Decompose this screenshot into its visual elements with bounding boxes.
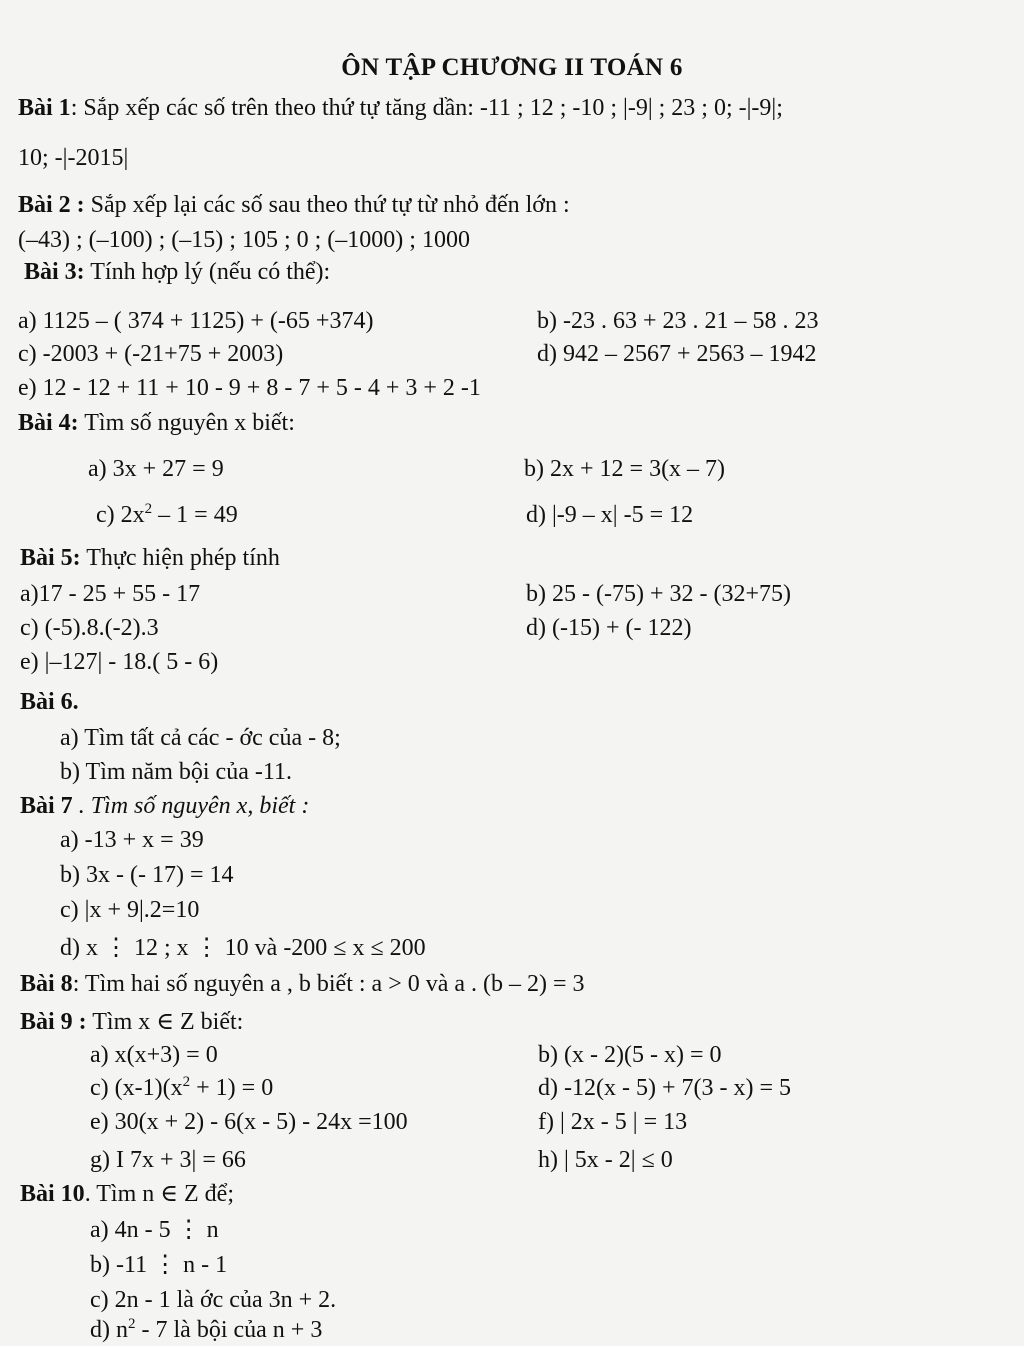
- bai4-c: [96, 503, 238, 527]
- bai4-heading: [18, 411, 295, 435]
- bai7-heading: [20, 794, 309, 818]
- bai6-label: Bài 6.: [20, 689, 79, 715]
- bai9-heading: [20, 1010, 243, 1034]
- bai9-a: a) x(x+3) = 0: [90, 1042, 218, 1068]
- bai9-label: Bài 9 :: [20, 1009, 87, 1035]
- bai4-b: b) 2x + 12 = 3(x – 7): [524, 456, 726, 482]
- bai10-d: [90, 1318, 322, 1342]
- bai5-c: c) (-5).8.(-2).3: [20, 615, 159, 641]
- bai1-label: Bài 1: [18, 95, 71, 121]
- bai4-d: d) |-9 – x| -5 = 12: [526, 502, 694, 528]
- bai3-text: Tính hợp lý (nếu có thể):: [84, 259, 331, 285]
- bai1-text1: : Sắp xếp các số trên theo thứ tự tăng dần: -11 ; 12 ; -10 ; |-9| ; 23 ; 0; -|-9|;: [70, 95, 783, 121]
- bai1-line1: [18, 96, 783, 120]
- bai5-text: Thực hiện phép tính: [80, 545, 280, 571]
- bai9-e: e) 30(x + 2) - 6(x - 5) - 24x =100: [90, 1109, 408, 1135]
- bai10-a: a) 4n - 5 ⋮ n: [90, 1217, 219, 1243]
- bai2-line2: (–43) ; (–100) ; (–15) ; 105 ; 0 ; (–1000) ; 1000: [18, 227, 470, 253]
- bai9-c-pre: c) (x-1)(x: [90, 1075, 183, 1101]
- bai2-text1: Sắp xếp lại các số sau theo thứ tự từ nhỏ đến lớn :: [84, 192, 570, 218]
- bai9-c-post: + 1) = 0: [190, 1075, 274, 1101]
- bai3-b: b) -23 . 63 + 23 . 21 – 58 . 23: [537, 308, 819, 334]
- bai4-a: a) 3x + 27 = 9: [88, 456, 224, 482]
- bai5-label: Bài 5:: [20, 545, 81, 571]
- bai10-d-pre: d) n: [90, 1317, 128, 1343]
- bai2-line1: [18, 193, 570, 217]
- bai9-text: Tìm x ∈ Z biết:: [86, 1009, 244, 1035]
- bai4-c-exponent: 2: [144, 501, 153, 517]
- bai3-label: Bài 3:: [24, 259, 85, 285]
- bai9-b: b) (x - 2)(5 - x) = 0: [538, 1042, 722, 1068]
- bai7-text: . Tìm số nguyên x, biết :: [72, 793, 310, 819]
- bai10-c: c) 2n - 1 là ớc của 3n + 2.: [90, 1287, 337, 1313]
- bai2-label: Bài 2 :: [18, 192, 85, 218]
- bai5-heading: [20, 546, 280, 570]
- bai3-c: c) -2003 + (-21+75 + 2003): [18, 341, 284, 367]
- bai5-a: a)17 - 25 + 55 - 17: [20, 581, 201, 607]
- bai9-g: g) I 7x + 3| = 66: [90, 1147, 246, 1173]
- page-title: ÔN TẬP CHƯƠNG II TOÁN 6: [341, 54, 683, 81]
- bai8-text: : Tìm hai số nguyên a , b biết : a > 0 và a . (b – 2) = 3: [72, 971, 585, 997]
- bai3-d: d) 942 – 2567 + 2563 – 1942: [537, 341, 817, 367]
- bai7-a: a) -13 + x = 39: [60, 827, 204, 853]
- bai8-label: Bài 8: [20, 971, 73, 997]
- bai7-c: c) |x + 9|.2=10: [60, 897, 200, 923]
- bai9-h: h) | 5x - 2| ≤ 0: [538, 1147, 673, 1173]
- bai3-a: a) 1125 – ( 374 + 1125) + (-65 +374): [18, 308, 374, 334]
- bai9-c-exponent: 2: [182, 1074, 191, 1090]
- bai5-b: b) 25 - (-75) + 32 - (32+75): [526, 581, 792, 607]
- bai10-text: . Tìm n ∈ Z để;: [84, 1181, 234, 1207]
- bai4-c-post: – 1 = 49: [152, 502, 238, 528]
- bai6-b: b) Tìm năm bội của -11.: [60, 759, 292, 785]
- bai4-c-pre: c) 2x: [96, 502, 145, 528]
- bai10-d-exponent: 2: [128, 1316, 136, 1332]
- bai3-heading: [24, 260, 330, 284]
- bai9-f: f) | 2x - 5 | = 13: [538, 1109, 688, 1135]
- bai9-c: [90, 1076, 273, 1100]
- bai10-heading: [20, 1182, 234, 1206]
- bai7-label: Bài 7: [20, 793, 73, 819]
- bai10-d-post: - 7 là bội của n + 3: [135, 1317, 323, 1343]
- bai5-d: d) (-15) + (- 122): [526, 615, 692, 641]
- bai7-b: b) 3x - (- 17) = 14: [60, 862, 234, 888]
- bai6-a: a) Tìm tất cả các - ớc của - 8;: [60, 725, 341, 751]
- bai7-d: d) x ⋮ 12 ; x ⋮ 10 và -200 ≤ x ≤ 200: [60, 935, 426, 961]
- bai1-line2: 10; -|-2015|: [18, 145, 129, 171]
- bai10-label: Bài 10: [20, 1181, 85, 1207]
- bai8-line: [20, 972, 585, 996]
- bai9-d: d) -12(x - 5) + 7(3 - x) = 5: [538, 1075, 792, 1101]
- bai5-e: e) |–127| - 18.( 5 - 6): [20, 649, 219, 675]
- bai3-e: e) 12 - 12 + 11 + 10 - 9 + 8 - 7 + 5 - 4 + 3 + 2 -1: [18, 375, 481, 401]
- bai4-text: Tìm số nguyên x biết:: [78, 410, 295, 436]
- bai10-b: b) -11 ⋮ n - 1: [90, 1252, 228, 1278]
- bai4-label: Bài 4:: [18, 410, 79, 436]
